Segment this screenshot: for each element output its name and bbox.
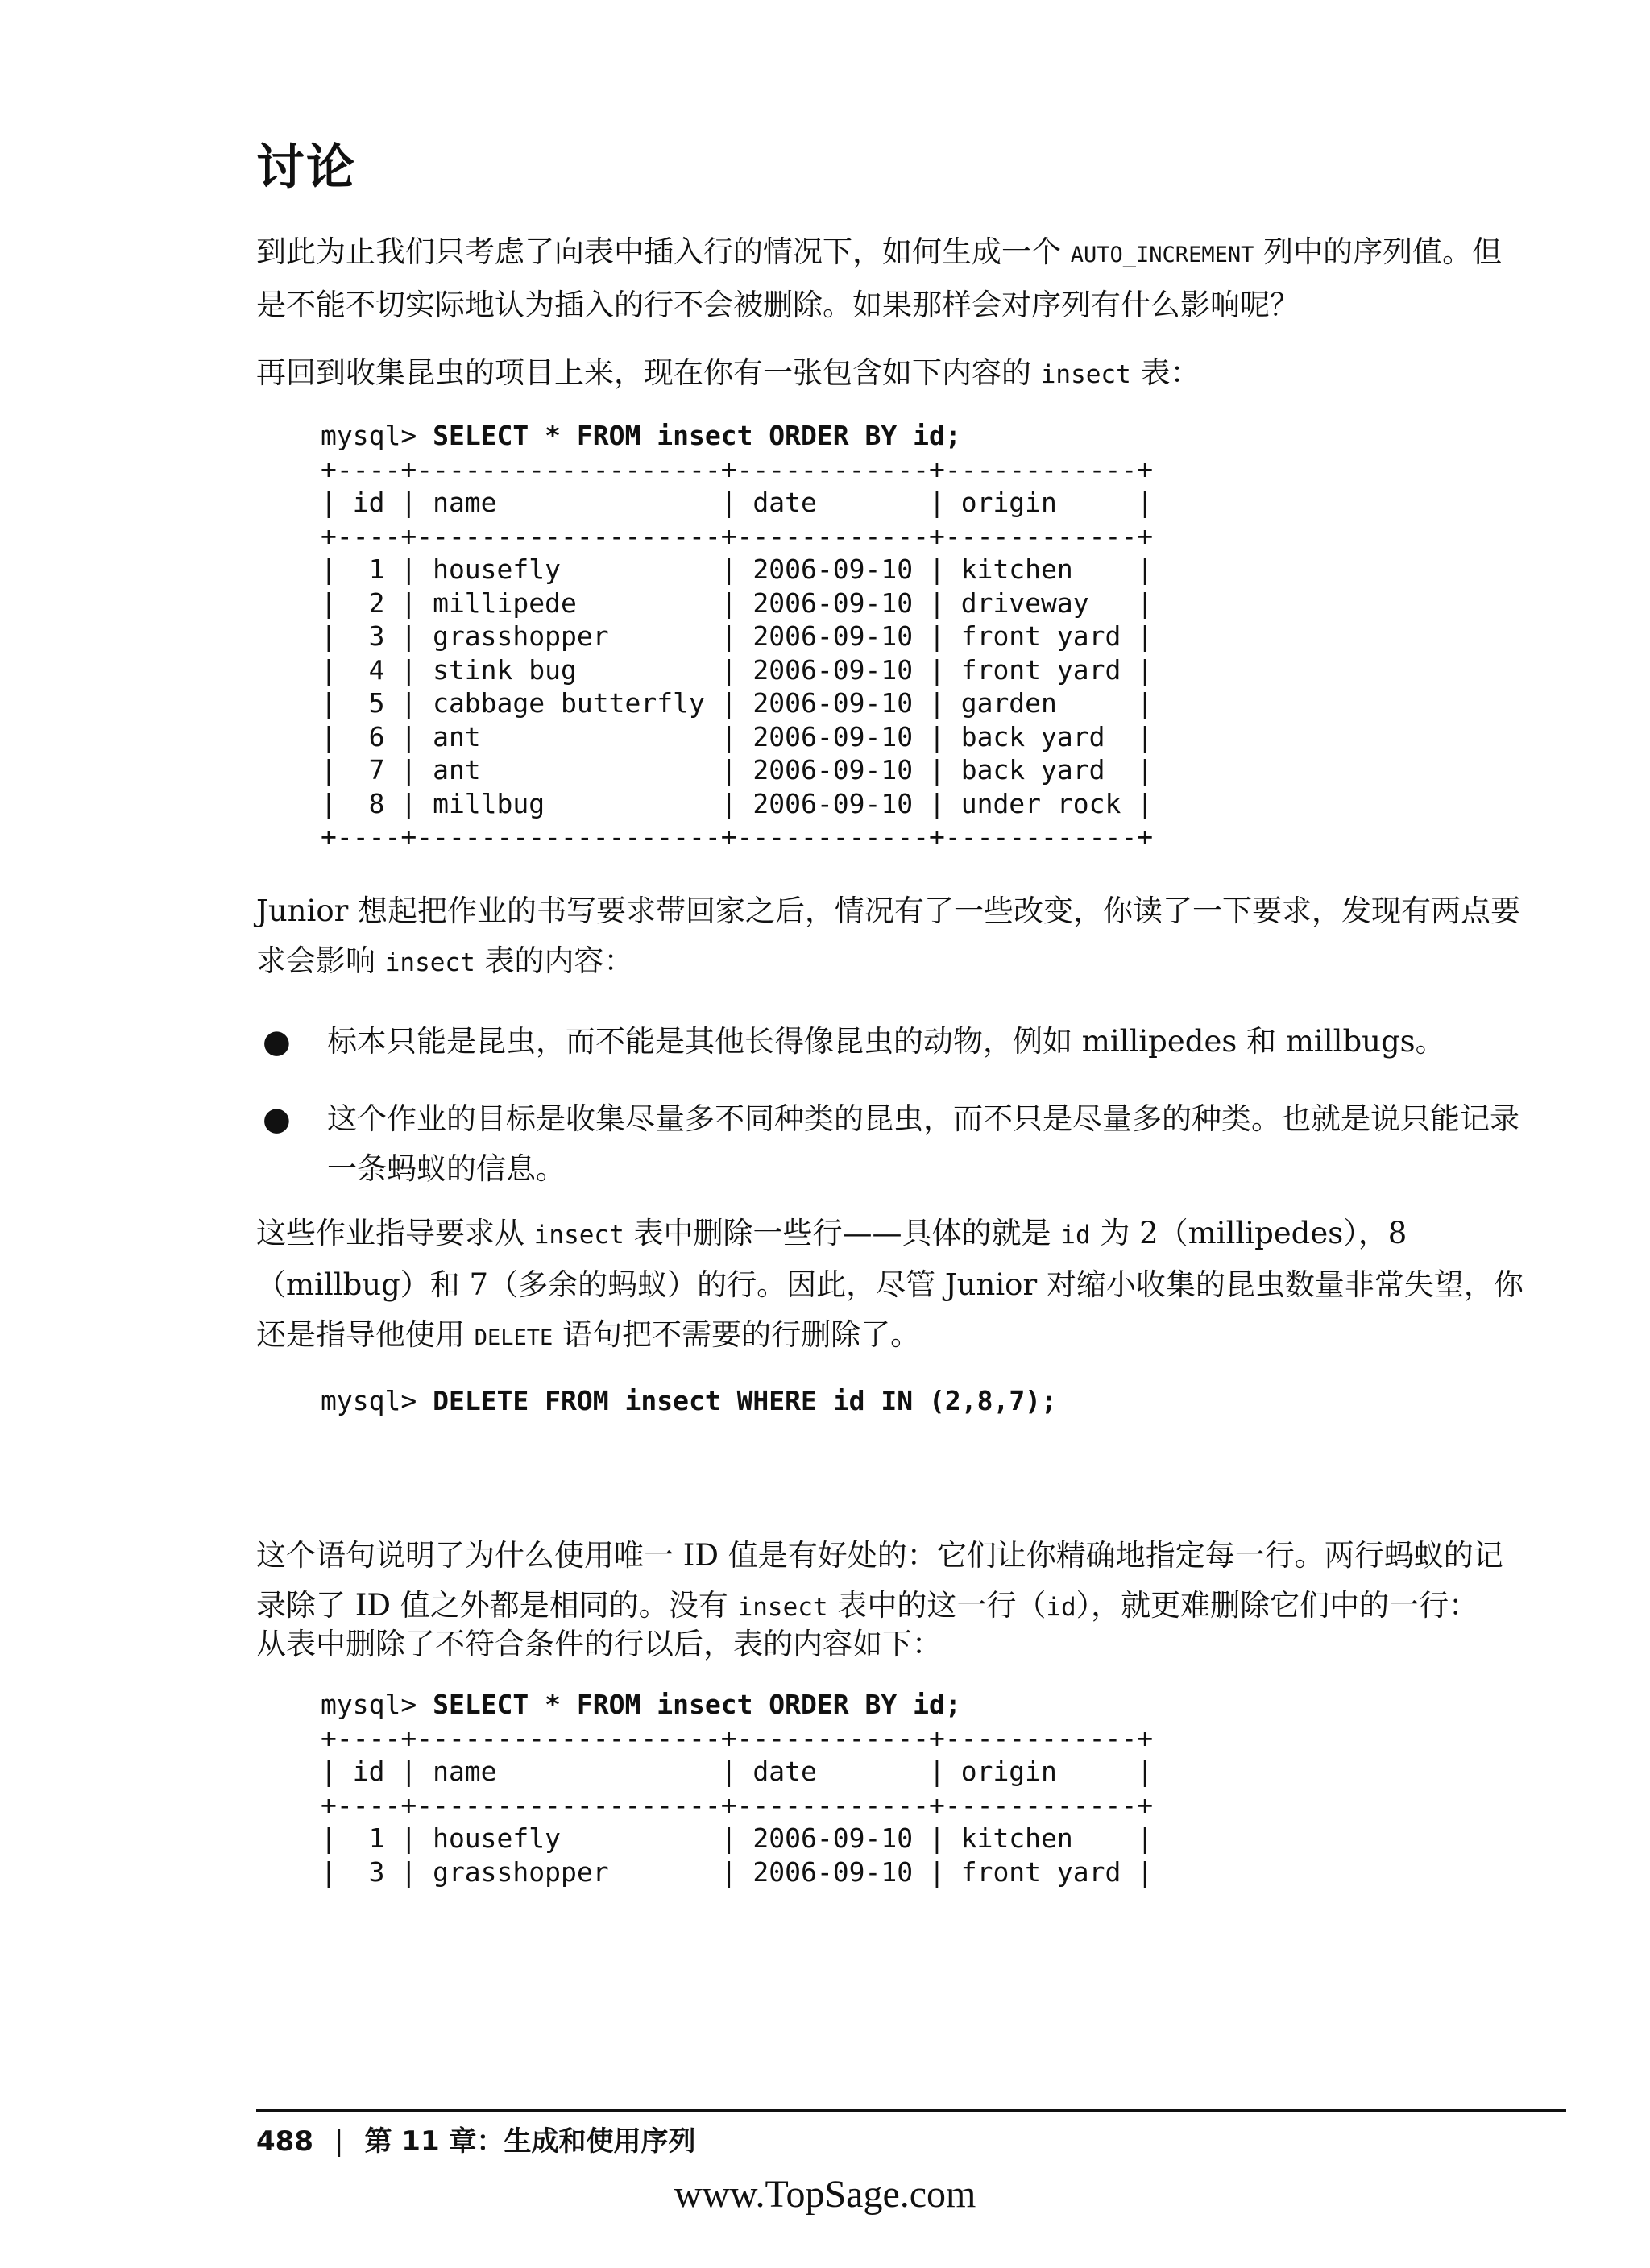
section-heading: 讨论 — [256, 139, 356, 196]
inline-code: insect — [737, 1593, 828, 1622]
paragraph-requirements — [256, 886, 1529, 988]
inline-code: DELETE — [474, 1325, 553, 1350]
paragraph-text: ），就更难删除它们中的一行： — [1076, 1588, 1479, 1623]
sql-command: DELETE FROM insect WHERE id IN (2,8,7); — [433, 1385, 1057, 1416]
paragraph-unique-id — [256, 1531, 1529, 1632]
requirements-list — [256, 1017, 1529, 1221]
mysql-prompt: mysql> — [321, 420, 433, 451]
page-footer — [256, 2119, 695, 2158]
code-block-select-after — [321, 1688, 1153, 1889]
code-block-delete — [321, 1384, 1057, 1418]
paragraph-text: 表中的这一行（ — [837, 1588, 1047, 1623]
result-table: +----+-------------------+------------+------------+ | id | name | date | origin | +----+-------------------+------------+------------+ | 1 | housefly | 2006-09-10 | kitchen | | 2 | millipede | 2006-09-10 | driveway | | 3 | grasshopper | 2006-09-10 | front yard | | 4 | stink bug | 2006-09-10 | front yard | | 5 | cabbage butterfly | 2006-09-10 | garden | | 6 | ant | 2006-09-10 | back yard | | 7 | ant | 2006-09-10 | back yard | | 8 | millbug | 2006-09-10 | under rock | +----+-------------------+------------+------------+ — [321, 453, 1154, 852]
page-number: 488 — [256, 2125, 313, 2158]
website-watermark: www.TopSage.com — [674, 2173, 976, 2216]
footer-separator: | — [334, 2125, 344, 2158]
paragraph-after-delete: 从表中删除了不符合条件的行以后，表的内容如下： — [256, 1627, 942, 1661]
mysql-prompt: mysql> — [321, 1689, 433, 1720]
paragraph-text: 这些作业指导要求从 — [256, 1216, 524, 1250]
chapter-title: 第 11 章：生成和使用序列 — [364, 2125, 696, 2158]
paragraph-delete-instructions — [256, 1209, 1529, 1363]
list-item — [256, 1094, 1529, 1194]
sql-command: SELECT * FROM insect ORDER BY id; — [433, 1689, 961, 1720]
inline-code: insect — [1040, 360, 1131, 389]
paragraph-text: 再回到收集昆虫的项目上来，现在你有一张包含如下内容的 — [256, 355, 1031, 390]
paragraph-table-intro — [256, 348, 1529, 400]
paragraph-text: 为 2（millipedes），8（millbug）和 7（多余的蚂蚁）的行。因此，尽管 Junior 对缩小收集的昆虫数量非常失望，你还是指导他使用 — [256, 1216, 1524, 1352]
code-block-select — [321, 419, 1153, 854]
paragraph-text: 表： — [1140, 355, 1200, 390]
sql-command: SELECT * FROM insect ORDER BY id; — [433, 420, 961, 451]
paragraph-intro — [256, 227, 1529, 330]
paragraph-text: 表中删除一些行——具体的就是 — [633, 1216, 1051, 1250]
paragraph-text: 到此为止我们只考虑了向表中插入行的情况下，如何生成一个 — [256, 234, 1061, 269]
paragraph-text: 这个语句说明了为什么使用唯一 ID 值是有好处的：它们让你精确地指定每一行。两行蚂蚁的记录除了 ID 值之外都是相同的。没有 — [256, 1538, 1503, 1623]
list-item — [256, 1017, 1529, 1067]
inline-code: insect — [384, 948, 475, 977]
result-table: +----+-------------------+------------+------------+ | id | name | date | origin | +----+-------------------+------------+------------+ | 1 | housefly | 2006-09-10 | kitchen | | 3 | grasshopper | 2006-09-10 | front yard | — [321, 1722, 1154, 1888]
paragraph-text: 列中的序列值。但是不能不切实际地认为插入的行不会被删除。如果那样会对序列有什么影响呢？ — [256, 234, 1503, 322]
mysql-prompt: mysql> — [321, 1385, 433, 1416]
list-item-text: 这个作业的目标是收集尽量多不同种类的昆虫，而不只是尽量多的种类。也就是说只能记录一条蚂蚁的信息。 — [327, 1101, 1519, 1186]
bullet-icon: ● — [263, 1023, 291, 1060]
inline-code: insect — [533, 1221, 624, 1250]
bullet-icon: ● — [263, 1101, 291, 1138]
inline-code: id — [1046, 1593, 1076, 1622]
footer-divider — [256, 2109, 1566, 2112]
paragraph-text: 表的内容： — [484, 943, 634, 978]
paragraph-text: Junior 想起把作业的书写要求带回家之后，情况有了一些改变，你读了一下要求，发现有两点要求会影响 — [256, 894, 1521, 978]
list-item-text: 标本只能是昆虫，而不能是其他长得像昆虫的动物，例如 millipedes 和 millbugs。 — [327, 1024, 1445, 1059]
inline-code: id — [1060, 1221, 1091, 1250]
inline-code: AUTO_INCREMENT — [1070, 243, 1254, 267]
paragraph-text: 语句把不需要的行删除了。 — [562, 1317, 921, 1352]
